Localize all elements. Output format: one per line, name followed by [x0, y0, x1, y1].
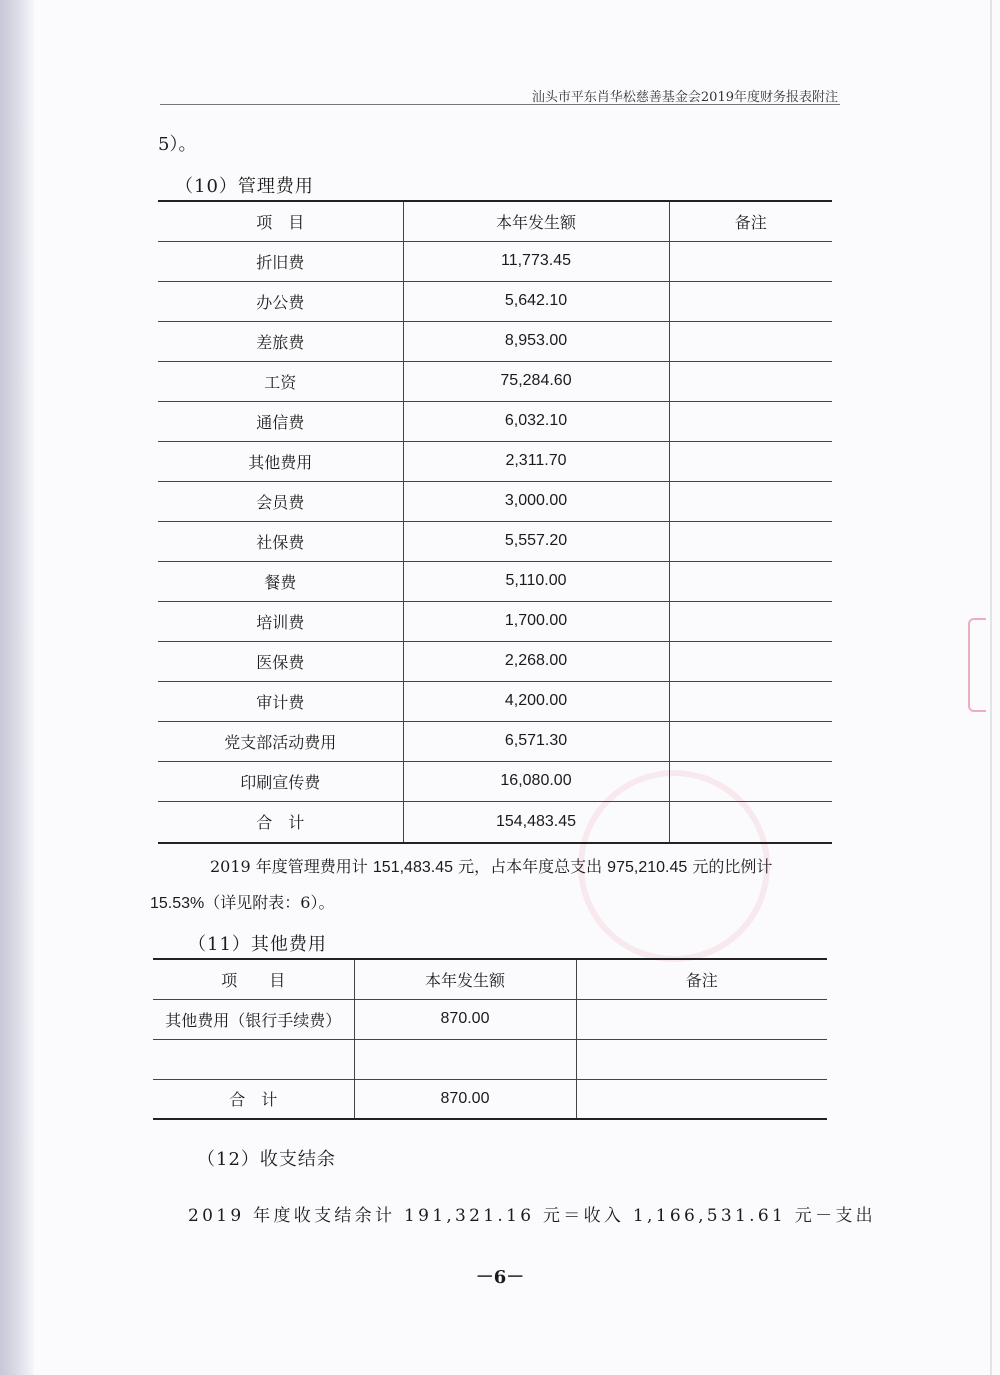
table-row	[158, 281, 832, 321]
total-note	[669, 801, 832, 843]
note-cell	[669, 521, 832, 561]
running-header: 汕头市平东肖华松慈善基金会2019年度财务报表附注	[531, 90, 838, 105]
page-edge	[990, 0, 992, 1375]
item-cell: 通信费	[158, 401, 403, 441]
note-cell	[669, 481, 832, 521]
table-total-row	[158, 801, 832, 843]
note-cell	[669, 281, 832, 321]
total-note	[576, 1079, 827, 1119]
amount-cell: 1,700.00	[403, 601, 669, 641]
item-cell: 餐费	[158, 561, 403, 601]
note-cell	[669, 761, 832, 801]
table-row	[158, 721, 832, 761]
item-cell	[153, 1039, 354, 1079]
table-header-row	[153, 959, 827, 999]
amount-cell: 8,953.00	[403, 321, 669, 361]
edge-stamp	[968, 618, 986, 712]
note-cell	[576, 1039, 827, 1079]
amount-cell: 5,557.20	[403, 521, 669, 561]
note-cell	[669, 681, 832, 721]
note-cell	[669, 641, 832, 681]
item-cell: 工资	[158, 361, 403, 401]
table-header-row	[158, 201, 832, 241]
column-header: 本年发生额	[403, 201, 669, 241]
section-12-title: （12）收支结余	[197, 1149, 336, 1170]
amount-cell: 5,110.00	[403, 561, 669, 601]
column-header: 本年发生额	[354, 959, 576, 999]
amount-cell: 75,284.60	[403, 361, 669, 401]
amount-cell: 11,773.45	[403, 241, 669, 281]
table-row	[158, 441, 832, 481]
amount-cell: 5,642.10	[403, 281, 669, 321]
balance-paragraph: 2019 年度收支结余计 191,321.16 元＝收入 1,166,531.61 元－支出	[188, 1206, 876, 1226]
table-row	[158, 561, 832, 601]
table-row	[158, 761, 832, 801]
note-cell	[669, 321, 832, 361]
item-cell: 社保费	[158, 521, 403, 561]
column-header: 备注	[669, 201, 832, 241]
table-row	[158, 601, 832, 641]
section-11-title: （11）其他费用	[188, 934, 327, 955]
table-total-row	[153, 1079, 827, 1119]
table-row	[158, 681, 832, 721]
amount-cell: 4,200.00	[403, 681, 669, 721]
column-header: 项 目	[158, 201, 403, 241]
amount-cell: 2,268.00	[403, 641, 669, 681]
note-cell	[669, 361, 832, 401]
management-expense-table	[158, 200, 832, 844]
binding-shadow	[0, 0, 34, 1375]
column-header: 项 目	[153, 959, 354, 999]
item-cell: 会员费	[158, 481, 403, 521]
table-row	[158, 361, 832, 401]
note-cell	[576, 999, 827, 1039]
amount-cell	[354, 1039, 576, 1079]
table-row	[158, 321, 832, 361]
total-label: 合 计	[158, 801, 403, 843]
table-row	[158, 481, 832, 521]
note-cell	[669, 601, 832, 641]
note-cell	[669, 401, 832, 441]
table-row	[158, 241, 832, 281]
other-expense-table	[153, 958, 827, 1120]
item-cell: 医保费	[158, 641, 403, 681]
amount-cell: 6,571.30	[403, 721, 669, 761]
table-row	[153, 999, 827, 1039]
item-cell: 其他费用（银行手续费）	[153, 999, 354, 1039]
amount-cell: 870.00	[354, 999, 576, 1039]
table-row	[153, 1039, 827, 1079]
table-row	[158, 641, 832, 681]
continued-text: 5）。	[158, 134, 197, 155]
table-row	[158, 401, 832, 441]
item-cell: 培训费	[158, 601, 403, 641]
total-amount: 870.00	[354, 1079, 576, 1119]
amount-cell: 16,080.00	[403, 761, 669, 801]
section-10-title: （10）管理费用	[175, 176, 314, 197]
management-expense-paragraph-cont: 15.53%（详见附表：6）。	[150, 893, 335, 912]
item-cell: 其他费用	[158, 441, 403, 481]
note-cell	[669, 241, 832, 281]
page-number: －6－	[475, 1267, 525, 1288]
note-cell	[669, 721, 832, 761]
item-cell: 印刷宣传费	[158, 761, 403, 801]
item-cell: 折旧费	[158, 241, 403, 281]
total-label: 合 计	[153, 1079, 354, 1119]
amount-cell: 3,000.00	[403, 481, 669, 521]
column-header: 备注	[576, 959, 827, 999]
total-amount: 154,483.45	[403, 801, 669, 843]
header-rule	[160, 104, 840, 105]
item-cell: 差旅费	[158, 321, 403, 361]
table-row	[158, 521, 832, 561]
item-cell: 办公费	[158, 281, 403, 321]
note-cell	[669, 441, 832, 481]
note-cell	[669, 561, 832, 601]
management-expense-paragraph: 2019 年度管理费用计 151,483.45 元，占本年度总支出 975,210.45 元的比例计	[210, 857, 773, 876]
amount-cell: 2,311.70	[403, 441, 669, 481]
amount-cell: 6,032.10	[403, 401, 669, 441]
item-cell: 审计费	[158, 681, 403, 721]
item-cell: 党支部活动费用	[158, 721, 403, 761]
